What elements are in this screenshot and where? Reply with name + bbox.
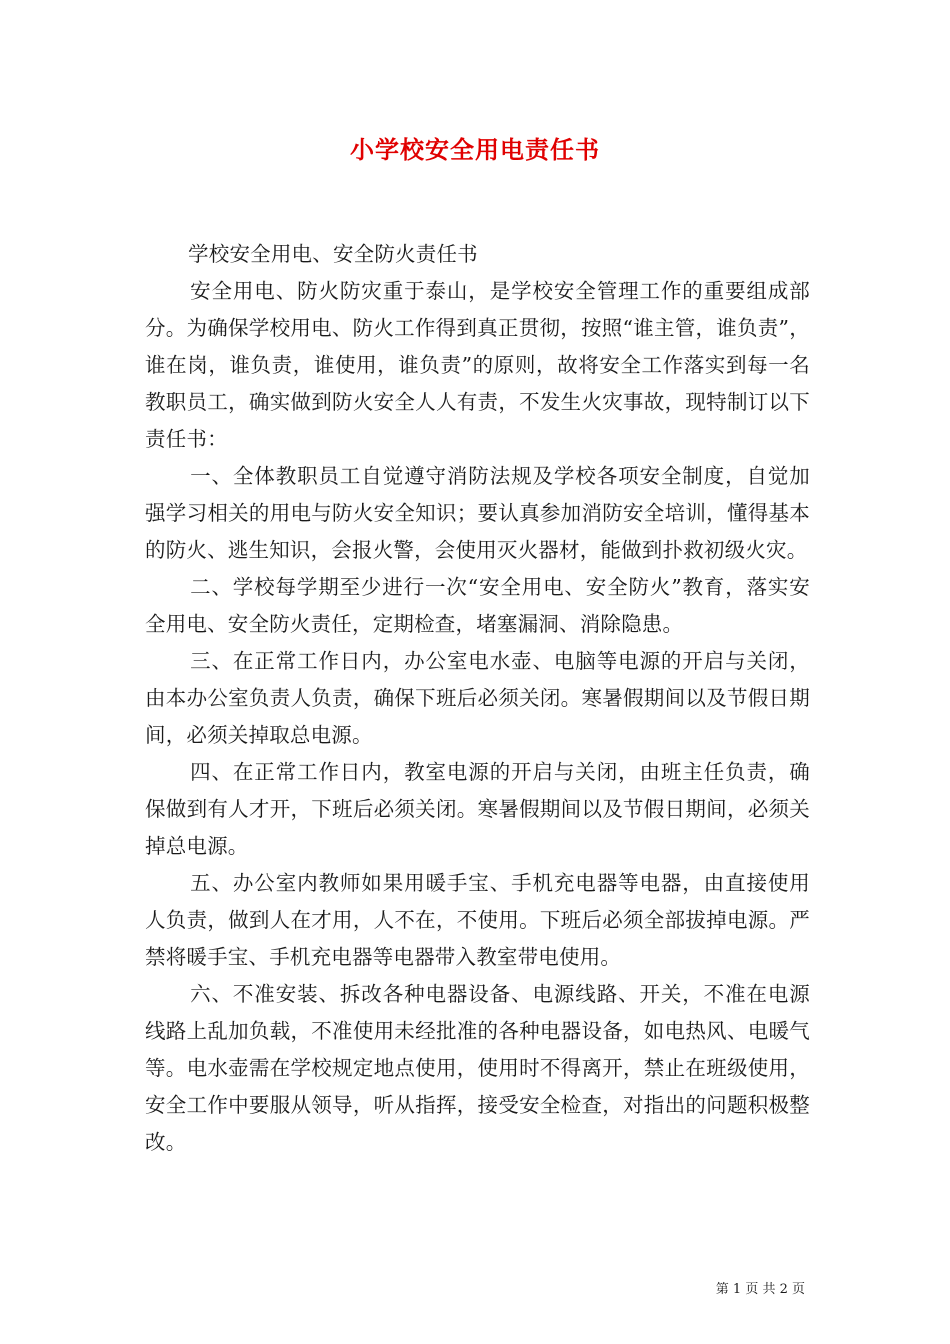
paragraph-item-3: 三、在正常工作日内，办公室电水壶、电脑等电源的开启与关闭，由本办公室负责人负责，确保下班后必须关闭。寒暑假期间以及节假日期间，必须关掉取总电源。 (145, 649, 810, 747)
page-number: 第 1 页 共 2 页 (715, 1282, 805, 1297)
document-subtitle: 学校安全用电、安全防火责任书 (188, 242, 478, 266)
paragraph-item-6: 六、不准安装、拆改各种电器设备、电源线路、开关，不准在电源线路上乱加负载，不准使用未经批准的各种电器设备，如电热风、电暖气等。电水壶需在学校规定地点使用，使用时不得离开，禁止在班级使用，安全工作中要服从领导，听从指挥，接受安全检查，对指出的问题积极整改。 (145, 982, 810, 1154)
paragraph-intro: 安全用电、防火防灾重于泰山，是学校安全管理工作的重要组成部分。为确保学校用电、防火工作得到真正贯彻，按照“谁主管，谁负责”，谁在岗，谁负责，谁使用，谁负责”的原则，故将安全工作落实到每一名教职员工，确实做到防火安全人人有责，不发生火灾事故，现特制订以下责任书： (145, 279, 810, 451)
paragraph-item-2: 二、学校每学期至少进行一次“安全用电、安全防火”教育，落实安全用电、安全防火责任，定期检查，堵塞漏洞、消除隐患。 (145, 575, 810, 636)
document-body (145, 236, 810, 1161)
paragraph-item-4: 四、在正常工作日内，教室电源的开启与关闭，由班主任负责，确保做到有人才开，下班后必须关闭。寒暑假期间以及节假日期间，必须关掉总电源。 (145, 760, 810, 858)
paragraph-item-1: 一、全体教职员工自觉遵守消防法规及学校各项安全制度，自觉加强学习相关的用电与防火安全知识；要认真参加消防安全培训，懂得基本的防火、逃生知识，会报火警，会使用灭火器材，能做到扑救初级火灾。 (145, 464, 810, 562)
document-title: 小学校安全用电责任书 (350, 135, 600, 164)
paragraph-item-5: 五、办公室内教师如果用暖手宝、手机充电器等电器，由直接使用人负责，做到人在才用，人不在，不使用。下班后必须全部拔掉电源。严禁将暖手宝、手机充电器等电器带入教室带电使用。 (145, 871, 810, 969)
